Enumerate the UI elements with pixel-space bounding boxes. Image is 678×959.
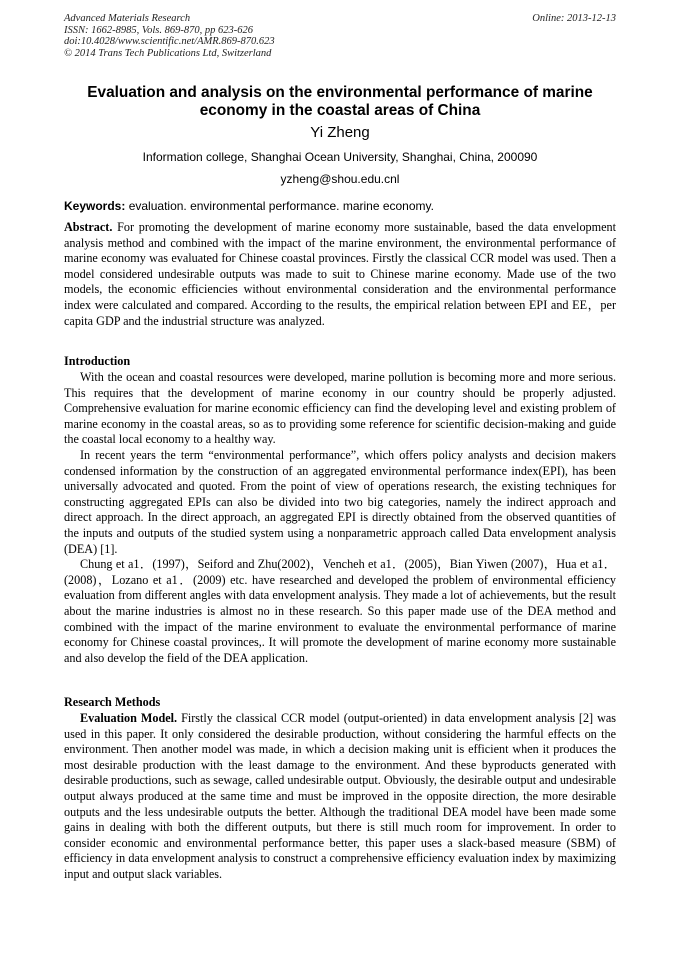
intro-paragraph-2: In recent years the term “environmental performance”, which offers policy analysts and decision makers condensed information by the construction of an aggregated environmental performance index(EPI), has been universally advocated and quoted. From the point of view of operations research, the existing techniques for constructing aggregated EPIs can also be divided into two big categories, namely the indirect approach and direct approach. In the direct approach, an aggregated EPI is directly obtained from the observed quantities of the inputs and outputs of the studied system using a nonparametric approach called Data envelopment analysis (DEA) [1]. — [64, 447, 616, 556]
paper-author: Yi Zheng — [310, 124, 370, 141]
journal-issn: ISSN: 1662-8985, Vols. 869-870, pp 623-626 — [64, 24, 253, 36]
journal-copyright: © 2014 Trans Tech Publications Ltd, Switzerland — [64, 47, 272, 59]
journal-name: Advanced Materials Research — [64, 13, 191, 24]
keywords-line — [64, 199, 616, 214]
abstract-label: Abstract. — [64, 220, 113, 234]
intro-paragraph-3: Chung et a1．(1997)，Seiford and Zhu(2002)，Vencheh et a1．(2005)，Bian Yiwen (2007)，Hua et a1．(2008)，Lozano et a1．(2009) etc. have researched and developed the problem of environmental efficiency evaluation from different angles with data envelopment analysis. They made a lot of achievements, but the result about the marine industries is almost no in these research. So this paper made use of the DEA method and combined with the impact of the marine environment to evaluate the environmental performance of marine economy for Chinese coastal provinces,. It will promote the development of marine economy more sustainable and also develop the field of the DEA application. — [64, 557, 616, 665]
keywords-text: evaluation. environmental performance. marine economy. — [128, 199, 434, 213]
introduction-heading: Introduction — [64, 354, 131, 368]
journal-doi[interactable]: doi:10.4028/www.scientific.net/AMR.869-870.623 — [64, 36, 275, 47]
online-date: Online: 2013-12-13 — [532, 13, 616, 24]
keywords-label: Keywords: — [64, 199, 126, 213]
evaluation-model-label: Evaluation Model. — [80, 711, 178, 725]
abstract — [64, 220, 616, 329]
methods-paragraph-1: Firstly the classical CCR model (output-oriented) in data envelopment analysis [2] was used in this paper. It only considered the desirable production, without considering the harmful effects on the environment. Then another model was made, in which a decision making unit is efficient when it produces the most desirable production with the least damage to the environment. And these byproducts generated with desirable productions, such as sewage, called undesirable output. Obviously, the desirable output and undesirable output always produced at the same time and must be improved in the opposite direction, the more desirable outputs and the less undesirable outputs the better. Although the traditional DEA model have been made some gains in dealing with both the different outputs, but there is still much room for improvement. In order to consider economic and environmental performance better, this paper uses a slack-based measure (SBM) of efficiency in data envelopment analysis to construct a comprehensive efficiency evaluation index by maximizing input and output slack variables. — [64, 711, 617, 881]
introduction-body — [64, 370, 616, 666]
paper-title: Evaluation and analysis on the environmental performance of marine economy in the coastal areas of China — [87, 84, 593, 119]
author-email[interactable]: yzheng@shou.edu.cnl — [280, 172, 400, 186]
abstract-text: For promoting the development of marine economy more sustainable, based the data envelopment analysis method and combined with the impact of the marine environment, the environmental performance of marine economy was evaluated for Chinese coastal provinces. Firstly the classical CCR model was used. Then a model considered undesirable outputs was made to suit to Chinese marine economy. Made use of the two models, the economic efficiencies without environmental consideration and the environmental performance index were calculated and compared. According to the results, the empirical relation between EPI and EE，per capita GDP and the industrial structure was analyzed. — [64, 220, 617, 328]
intro-paragraph-1: With the ocean and coastal resources were developed, marine pollution is becoming more and more serious. This requires that the development of marine economy in our country should be properly adjusted. Comprehensive evaluation for marine economic efficiency can find the developing level and existing problem of marine economy in the coastal areas, so as to providing some reference for scientific decision-making and guide the coastal local economy to a healthy way. — [64, 370, 616, 447]
research-methods-heading: Research Methods — [64, 695, 161, 709]
author-affiliation: Information college, Shanghai Ocean University, Shanghai, China, 200090 — [142, 150, 538, 164]
research-methods-body — [64, 711, 616, 883]
journal-info — [64, 13, 275, 59]
